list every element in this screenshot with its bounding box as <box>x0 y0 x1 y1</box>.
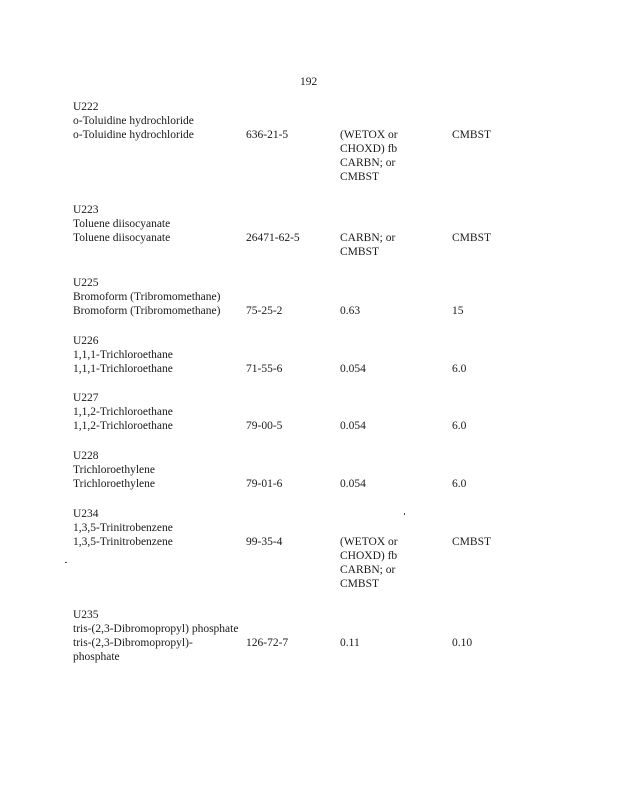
waste-entry-u223 <box>73 203 553 258</box>
waste-entry-u228 <box>73 449 553 491</box>
cas-number: 79-01-6 <box>246 478 283 490</box>
waste-code: U228 <box>73 450 99 462</box>
scan-speck <box>404 513 405 515</box>
waste-category: tris-(2,3-Dibromopropyl) phosphate <box>73 623 239 635</box>
wastewater-standard: (WETOX or CHOXD) fb CARBN; or CMBST <box>340 536 398 590</box>
constituent-name: 1,1,2-Trichloroethane <box>73 420 173 432</box>
constituent-name: Bromoform (Tribromomethane) <box>73 305 221 317</box>
wastewater-standard: 0.63 <box>340 305 361 317</box>
constituent-name: Toluene diisocyanate <box>73 232 171 244</box>
nonwastewater-standard: 6.0 <box>452 478 467 490</box>
waste-entry-u226 <box>73 334 553 376</box>
waste-entry-u227 <box>73 391 553 433</box>
waste-category: o-Toluidine hydrochloride <box>73 115 194 127</box>
waste-category: 1,1,1-Trichloroethane <box>73 349 173 361</box>
waste-code: U235 <box>73 609 99 621</box>
wastewater-standard: (WETOX or CHOXD) fb CARBN; or CMBST <box>340 129 398 183</box>
constituent-name: o-Toluidine hydrochloride <box>73 129 194 141</box>
waste-category: Toluene diisocyanate <box>73 218 171 230</box>
nonwastewater-standard: 6.0 <box>452 363 467 375</box>
waste-entry-u235 <box>73 608 553 663</box>
waste-code: U222 <box>73 101 99 113</box>
waste-category: 1,3,5-Trinitrobenzene <box>73 522 173 534</box>
waste-code: U225 <box>73 277 99 289</box>
constituent-name: 1,3,5-Trinitrobenzene <box>73 536 173 548</box>
cas-number: 636-21-5 <box>246 129 289 141</box>
waste-entry-u234 <box>73 507 553 590</box>
wastewater-standard: 0.054 <box>340 478 366 490</box>
cas-number: 26471-62-5 <box>246 232 300 244</box>
waste-code: U226 <box>73 335 99 347</box>
nonwastewater-standard: 0.10 <box>452 637 473 649</box>
waste-entry-u222 <box>73 100 553 183</box>
scan-speck <box>65 562 67 563</box>
wastewater-standard: 0.054 <box>340 363 366 375</box>
nonwastewater-standard: 15 <box>452 305 464 317</box>
cas-number: 99-35-4 <box>246 536 283 548</box>
wastewater-standard: 0.11 <box>340 637 360 649</box>
waste-category: Trichloroethylene <box>73 464 155 476</box>
constituent-name: tris-(2,3-Dibromopropyl)-phosphate <box>73 637 193 663</box>
waste-code: U234 <box>73 508 99 520</box>
cas-number: 79-00-5 <box>246 420 283 432</box>
nonwastewater-standard: CMBST <box>452 536 491 548</box>
constituent-name: Trichloroethylene <box>73 478 155 490</box>
page-number: 192 <box>300 76 318 88</box>
wastewater-standard: 0.054 <box>340 420 366 432</box>
waste-entry-u225 <box>73 276 553 318</box>
waste-category: Bromoform (Tribromomethane) <box>73 291 221 303</box>
waste-code: U223 <box>73 204 99 216</box>
wastewater-standard: CARBN; or CMBST <box>340 232 396 258</box>
cas-number: 75-25-2 <box>246 305 283 317</box>
constituent-name: 1,1,1-Trichloroethane <box>73 363 173 375</box>
waste-category: 1,1,2-Trichloroethane <box>73 406 173 418</box>
nonwastewater-standard: CMBST <box>452 129 491 141</box>
waste-code: U227 <box>73 392 99 404</box>
nonwastewater-standard: 6.0 <box>452 420 467 432</box>
cas-number: 71-55-6 <box>246 363 283 375</box>
cas-number: 126-72-7 <box>246 637 289 649</box>
nonwastewater-standard: CMBST <box>452 232 491 244</box>
